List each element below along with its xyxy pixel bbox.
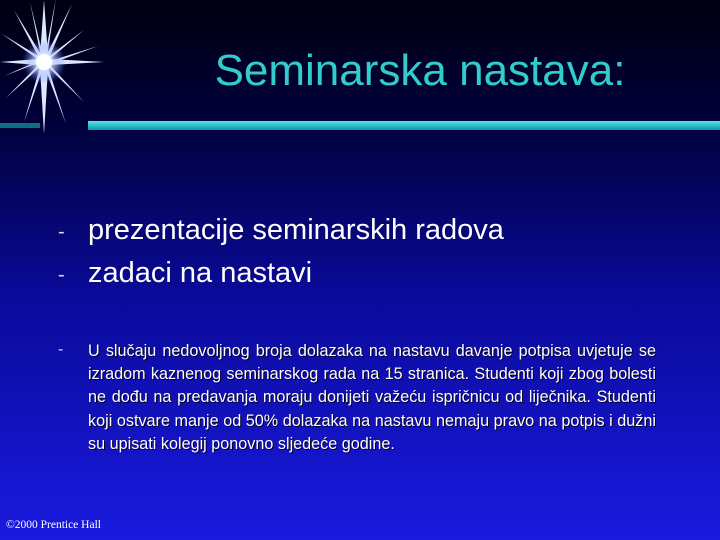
slide-title: Seminarska nastava: [214,46,626,95]
title-rule [88,121,720,130]
bullet-marker: - [58,341,64,358]
bullet-marker: - [58,221,65,243]
note-paragraph: U slučaju nedovoljnog broja dolazaka na nastavu davanje potpisa uvjetuje se izradom kaznenog seminarskog rada na 15 stranica. Studenti koji zbog bolesti ne dođu na predavanja moraju donijeti važeću ispričnicu od liječnika. Studenti koji ostvare manje od 50% dolazaka na nastavu nemaju pravo na potpis i dužni su upisati kolegij ponovno sljedeće godine. [88,342,656,453]
bullet-marker: - [58,264,65,286]
title-rule-left [0,123,40,128]
copyright-footer: ©2000 Prentice Hall [6,519,101,531]
bullet-text: prezentacije seminarskih radova [88,214,504,246]
bullet-text: zadaci na nastavi [88,257,313,289]
starburst-icon [0,0,130,135]
